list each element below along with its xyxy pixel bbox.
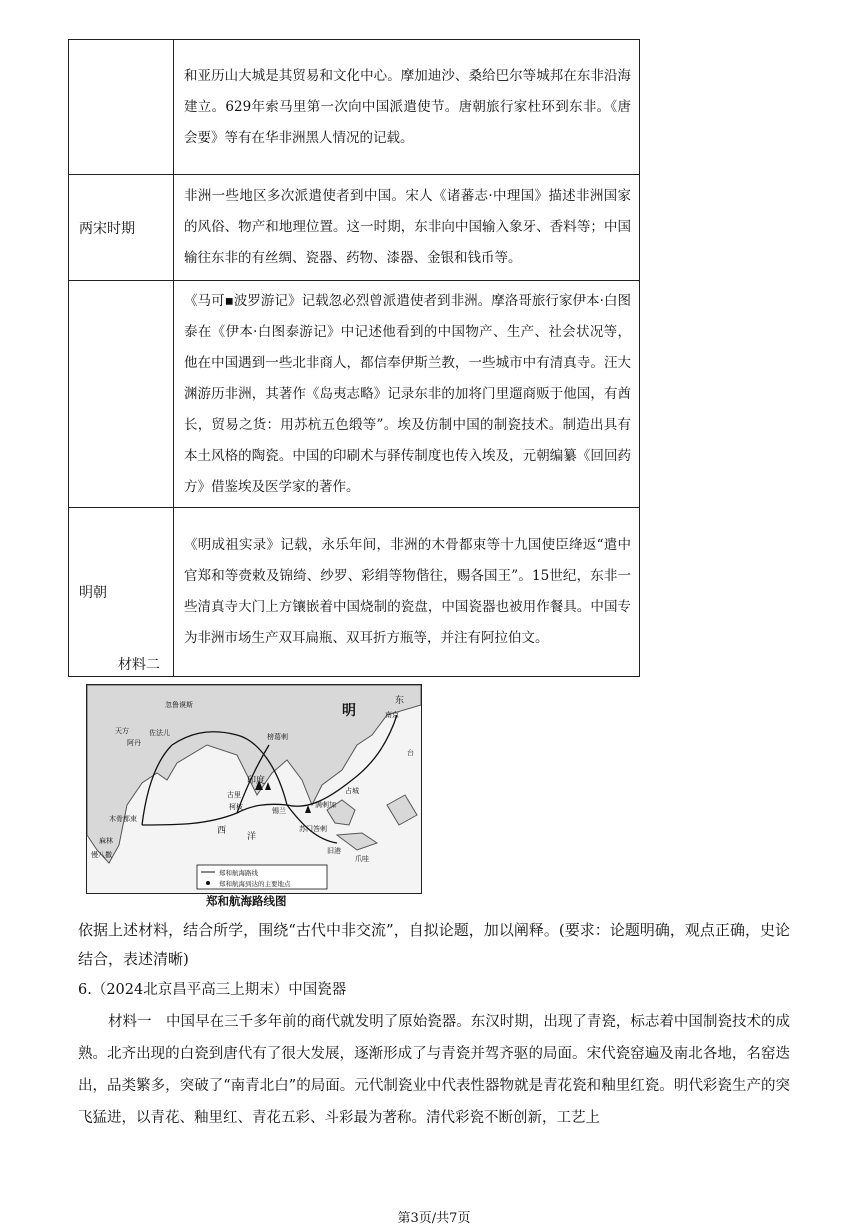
map-label-ta: 台 bbox=[407, 749, 414, 757]
map-label-dong: 东 bbox=[395, 696, 405, 706]
map-label-nanjing: 南京 bbox=[385, 711, 399, 719]
map-label-xi: 西 bbox=[217, 826, 227, 836]
map-label-ming: 明 bbox=[342, 703, 356, 719]
period-cell: 明朝 bbox=[69, 508, 174, 677]
island bbox=[337, 833, 377, 850]
map-label-yindu: 印度 bbox=[247, 776, 266, 786]
map-label-sumendala: 苏门答剌 bbox=[299, 825, 327, 833]
table-row bbox=[69, 175, 640, 281]
map-label-tianfang: 天方 bbox=[115, 727, 129, 735]
question-prompt: 依据上述材料，结合所学，围绕“古代中非交流”，自拟论题，加以阐释。(要求：论题明确，观点正确，史论结合，表述清晰) bbox=[78, 921, 790, 968]
map-label-manlajia: 满剌加 bbox=[315, 801, 336, 809]
history-table bbox=[68, 39, 640, 677]
legend-place-symbol bbox=[206, 881, 210, 885]
material1-text: 材料一 中国早在三千多年前的商代就发明了原始瓷器。东汉时期，出现了青瓷，标志着中国制瓷技术的成熟。北齐出现的白瓷到唐代有了很大发展，逐渐形成了与青瓷并驾齐驱的局面。宋代瓷窑遍及南北各地，名窑迭出，品类繁多，突破了“南青北白”的局面。元代制瓷业中代表性器物就是青花瓷和釉里红瓷。明代彩瓷生产的突飞猛进，以青花、釉里红、青花五彩、斗彩最为著称。清代彩瓷不断创新，工艺上 bbox=[78, 1014, 790, 1126]
table-row bbox=[69, 281, 640, 508]
map-label-guliqu: 古里 bbox=[227, 791, 241, 799]
material2-label: 材料二 bbox=[118, 657, 160, 673]
island bbox=[387, 795, 417, 825]
map-caption: 郑和航海路线图 bbox=[206, 894, 287, 908]
map-label-zuofaer: 佐法儿 bbox=[149, 729, 170, 737]
map-label-bangala: 榜葛剌 bbox=[267, 733, 288, 741]
legend-place-label: 郑和航海到达的主要地点 bbox=[219, 880, 291, 888]
content-cell: 和亚历山大城是其贸易和文化中心。摩加迪沙、桑给巴尔等城邦在东非沿海建立。629年索马里第一次向中国派遣使节。唐朝旅行家杜环到东非。《唐会要》等有在华非洲黑人情况的记载。 bbox=[174, 40, 640, 175]
legend-route-label: 郑和航海路线 bbox=[219, 869, 258, 877]
map-label-zhaowa: 爪哇 bbox=[355, 855, 369, 863]
map-label-malin: 麻林 bbox=[99, 837, 113, 845]
zhenghe-voyage-map bbox=[86, 684, 422, 894]
table-row bbox=[69, 508, 640, 677]
map-label-xilan: 锡兰 bbox=[272, 807, 286, 815]
map-label-yang: 洋 bbox=[247, 832, 257, 842]
map-label-jiugang: 旧港 bbox=[327, 847, 341, 855]
table-row bbox=[69, 40, 640, 175]
ship-icon bbox=[305, 805, 311, 813]
map-label-hormuz: 忽鲁谟斯 bbox=[165, 701, 193, 709]
map-label-manbasa: 慢八撒 bbox=[91, 851, 112, 859]
map-label-zhancheng: 占城 bbox=[345, 787, 359, 795]
map-graphic bbox=[87, 685, 421, 893]
content-cell: 非洲一些地区多次派遣使者到中国。宋人《诸蕃志·中理国》描述非洲国家的风俗、物产和地理位置。这一时期，东非向中国输入象牙、香料等；中国输往东非的有丝绸、瓷器、药物、漆器、金银和钱币等。 bbox=[174, 175, 640, 281]
period-cell bbox=[69, 40, 174, 175]
map-label-aden: 阿丹 bbox=[127, 739, 141, 747]
content-cell: 《明成祖实录》记载，永乐年间，非洲的木骨都束等十九国使臣绛返“遣中官郑和等赍敕及锦绮、纱罗、彩绢等物偕往，赐各国王”。15世纪，东非一些清真寺大门上方镶嵌着中国烧制的瓷盘，中国瓷器也被用作餐具。中国专为非洲市场生产双耳扁瓶、双耳折方瓶等，并注有阿拉伯文。 bbox=[174, 508, 640, 677]
question6-title: 6.（2024北京昌平高三上期末）中国瓷器 bbox=[78, 982, 347, 998]
period-cell bbox=[69, 281, 174, 508]
page-footer: 第3页/共7页 bbox=[397, 1211, 471, 1226]
period-cell: 两宋时期 bbox=[69, 175, 174, 281]
map-label-kezhi: 柯枝 bbox=[229, 803, 243, 811]
map-label-mugudushu: 木骨都束 bbox=[109, 815, 137, 823]
content-cell: 《马可▪波罗游记》记载忽必烈曾派遣使者到非洲。摩洛哥旅行家伊本·白图泰在《伊本·白图泰游记》中记述他看到的中国物产、生产、社会状况等，他在中国遇到一些北非商人，都信奉伊斯兰教，一些城市中有清真寺。汪大渊游历非洲，其著作《岛夷志略》记录东非的加将门里遛商贩于他国，有酋长，贸易之货：用苏杭五色缎等”。埃及仿制中国的制瓷技术。制造出具有本土风格的陶瓷。中国的印刷术与驿传制度也传入埃及，元朝编纂《回回药方》借鉴埃及医学家的著作。 bbox=[174, 281, 640, 508]
